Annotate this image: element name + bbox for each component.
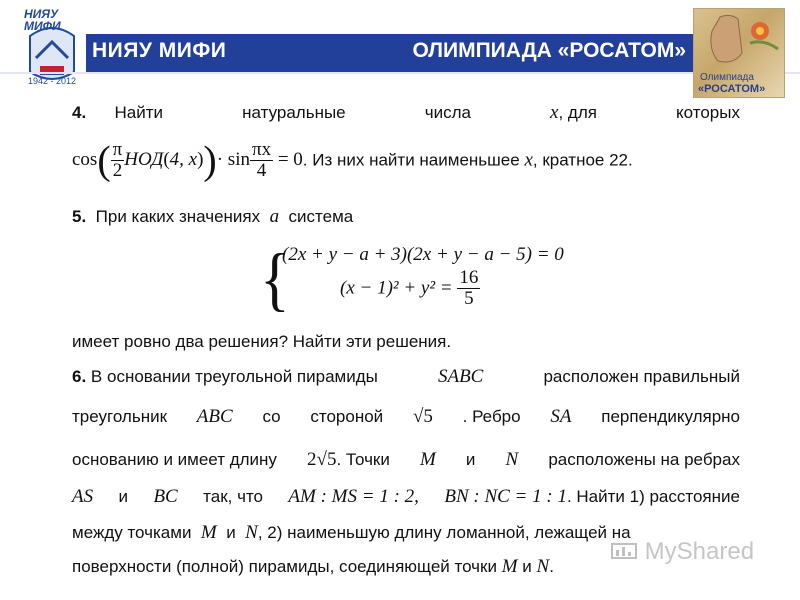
- system-equation-1: (2x + y − a + 3)(2x + y − a − 5) = 0: [282, 244, 564, 265]
- problem-5-text2: система: [288, 207, 354, 226]
- side-length: √5: [412, 406, 433, 427]
- problem-5-number: 5.: [72, 207, 87, 226]
- ratio-bn-nc: BN : NC = 1 : 1: [444, 486, 567, 507]
- system-equation-2: (x − 1)² + y² = $\frac{16}{5}$: [340, 267, 479, 309]
- nod-args: 4, x: [169, 148, 198, 170]
- problem-4-tail: . Из них найти наименьшее: [302, 150, 520, 170]
- problem-4-word: Найти: [114, 103, 164, 122]
- problem-4-word: числа: [424, 103, 471, 122]
- watermark: MyShared: [610, 538, 754, 566]
- header-underline: [0, 72, 800, 74]
- problem-4-intro: [72, 102, 740, 124]
- problem-5-question: имеет ровно два решения? Найти эти решения.: [72, 332, 452, 351]
- ratio-am-ms: AM : MS = 1 : 2,: [288, 486, 419, 507]
- problem-4-var-x: x: [550, 102, 559, 123]
- problem-5-text: При каких значениях: [95, 207, 261, 226]
- problem-4-tail-var: x: [524, 149, 533, 171]
- problem-4-tail-end: , кратное 22.: [532, 150, 633, 170]
- problem-6-line-1: 6. В основании треугольной пирамиды SABC расположен правильный: [72, 366, 740, 387]
- problem-6-line-6: поверхности (полной) пирамиды, соединяющей точки M и N.: [72, 556, 554, 577]
- rosatom-badge-caption: Олимпиада: [700, 72, 754, 83]
- header-left-title: НИЯУ МИФИ: [92, 39, 227, 62]
- nod-func: НОД: [124, 148, 164, 170]
- mephi-logo-years: 1942 - 2012: [28, 76, 77, 86]
- equals-zero: = 0: [277, 148, 303, 170]
- rosatom-olympiad-logo: [693, 8, 785, 98]
- rosatom-badge-title: «РОСАТОМ»: [698, 83, 766, 95]
- header-band: [86, 34, 696, 72]
- problem-4-word: натуральные: [242, 103, 346, 122]
- fraction-pi-over-2: $\frac{\pi}{2}$: [112, 139, 123, 181]
- presentation-icon: [610, 542, 638, 564]
- sin-func: · sin: [216, 148, 250, 170]
- problem-6-line-3: основанию и имеет длину 2√5. Точки M и N расположены на ребрах: [72, 449, 740, 470]
- problem-6-line-4: AS и BC так, что AM : MS = 1 : 2, BN : NC = 1 : 1. Найти 1) расстояние: [72, 486, 740, 507]
- mephi-logo-text: НИЯУ МИФИ: [24, 7, 61, 33]
- problem-6-number: 6.: [72, 367, 87, 386]
- edge-length: 2√5: [307, 449, 337, 470]
- header-right-title: ОЛИМПИАДА «РОСАТОМ»: [412, 39, 686, 62]
- problem-5-intro: [72, 206, 353, 228]
- problem-4-number: 4.: [72, 103, 87, 122]
- problem-4-equation: cos( $\frac{\pi}{2}$ НОД(4, x))· sin $\frac{\pi x}{4}$ = 0. Из них найти наименьшее x, кратное 22.: [72, 137, 633, 183]
- problem-5-var-a: a: [269, 206, 280, 227]
- fraction-16-over-5: $\frac{16}{5}$: [459, 267, 479, 309]
- pyramid-name: SABC: [437, 366, 484, 387]
- rosatom-hand-icon: [694, 9, 785, 71]
- problem-4-word: , для: [558, 103, 597, 122]
- cos-func: cos: [72, 148, 98, 170]
- problem-4-word: которых: [676, 103, 740, 122]
- fraction-pix-over-4: $\frac{\pi x}{4}$: [251, 139, 272, 181]
- system-brace: {: [260, 240, 290, 319]
- problem-6-line-2: треугольник ABC со стороной √5 . Ребро SA перпендикулярно: [72, 406, 740, 427]
- mephi-logo: [22, 6, 82, 94]
- problem-6-line-5: между точками M и N, 2) наименьшую длину ломанной, лежащей на: [72, 522, 631, 543]
